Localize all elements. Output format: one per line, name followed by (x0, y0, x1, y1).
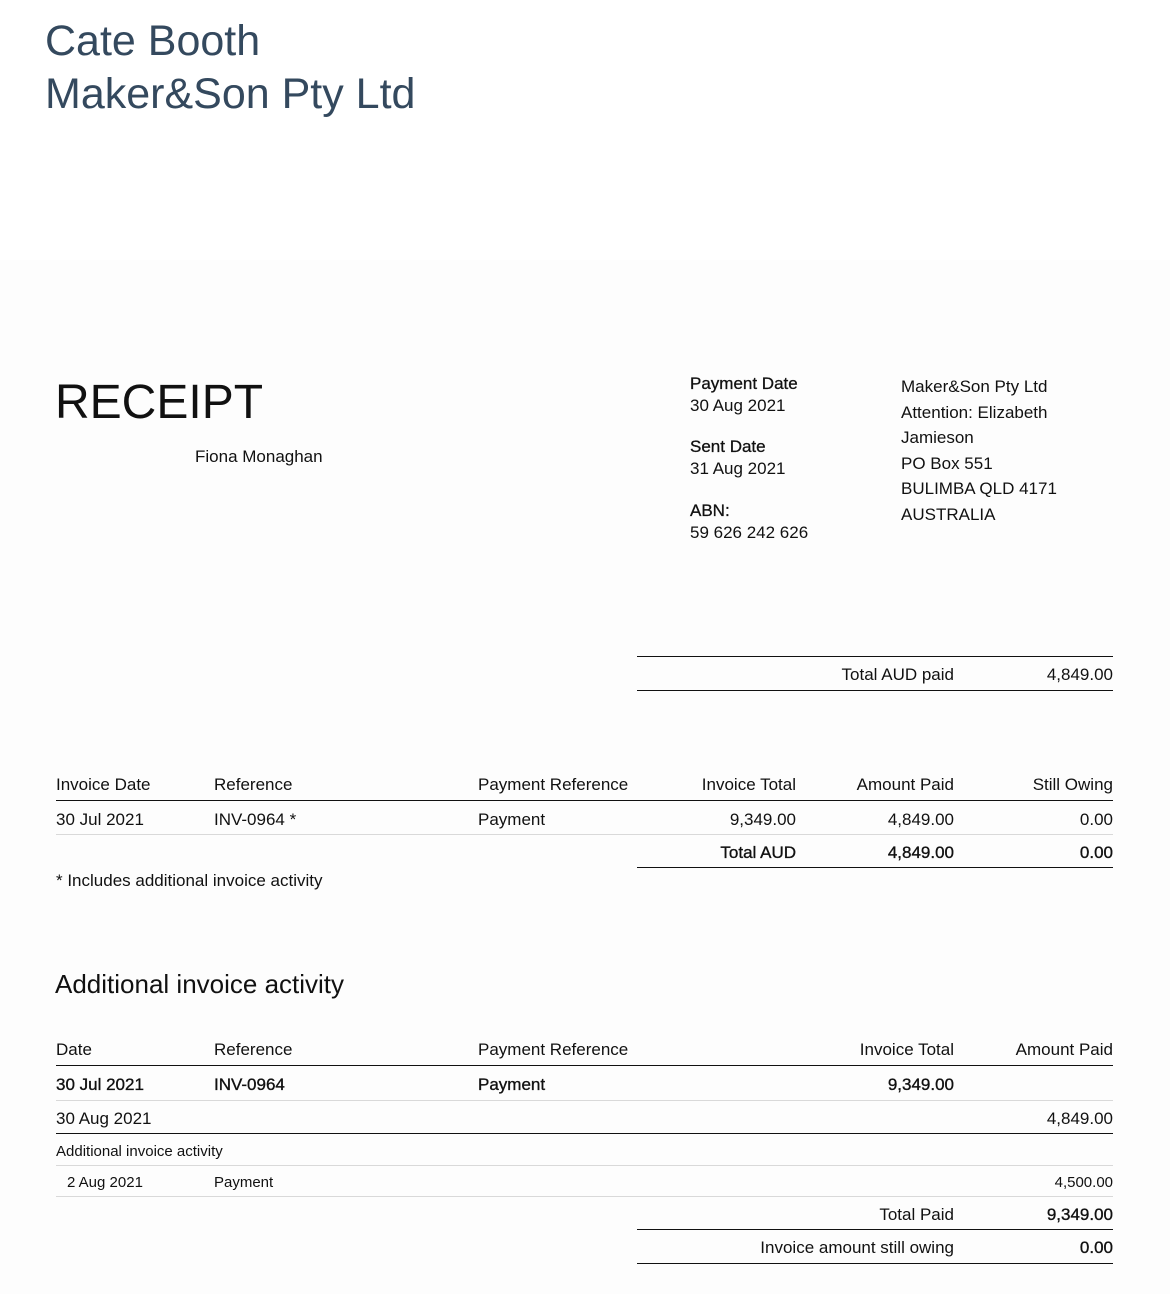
header-company-name: Maker&Son Pty Ltd (45, 70, 416, 118)
address-line: AUSTRALIA (901, 504, 996, 524)
address-line: Maker&Son Pty Ltd (901, 377, 1048, 396)
address-line: BULIMBA QLD 4171 (901, 479, 1057, 498)
address-line: Attention: Elizabeth Jamieson (901, 402, 1048, 447)
still-owing: 0.00 (1079, 810, 1113, 829)
activity-invoice-date: 30 Jul 2021 (56, 1075, 144, 1094)
sent-date-label: Sent Date (690, 437, 766, 456)
abn-value: 59 626 242 626 (690, 523, 809, 542)
col-still-owing: Still Owing (1032, 775, 1113, 794)
col-reference: Reference (214, 1040, 293, 1059)
activity-payment-reference: Payment (478, 1075, 546, 1094)
divider (637, 1263, 1113, 1264)
payment-date-block (690, 373, 798, 417)
divider (56, 1100, 1113, 1101)
sub-payment-date: 2 Aug 2021 (67, 1174, 143, 1191)
col-amount-paid: Amount Paid (1015, 1040, 1113, 1059)
divider (56, 834, 1113, 835)
total-paid-label: Total AUD paid (841, 665, 954, 684)
total-paid-value: 9,349.00 (1046, 1205, 1113, 1224)
divider (56, 800, 1113, 801)
abn-block (690, 500, 808, 544)
total-paid-summary (637, 656, 1113, 691)
total-aud-label: Total AUD (720, 843, 796, 862)
col-payment-reference: Payment Reference (478, 775, 629, 794)
divider (637, 867, 1113, 868)
col-invoice-total: Invoice Total (701, 775, 796, 794)
invoice-total: 9,349.00 (729, 810, 796, 829)
total-still-owing: 0.00 (1079, 843, 1113, 862)
sub-amount-paid: 4,500.00 (1054, 1174, 1113, 1191)
col-payment-reference: Payment Reference (478, 1040, 629, 1059)
col-reference: Reference (214, 775, 293, 794)
activity-amount-paid: 4,849.00 (1046, 1109, 1113, 1128)
receipt-title: RECEIPT (55, 376, 264, 429)
total-amount-paid: 4,849.00 (887, 843, 954, 862)
activity-heading: Additional invoice activity (55, 969, 345, 999)
divider (56, 1165, 1113, 1166)
payment-date-value: 30 Aug 2021 (690, 396, 786, 415)
amount-paid: 4,849.00 (887, 810, 954, 829)
invoice-date: 30 Jul 2021 (56, 810, 144, 829)
activity-invoice-reference: INV-0964 (214, 1075, 285, 1094)
invoice-reference: INV-0964 * (214, 810, 297, 829)
total-paid-value: 4,849.00 (1046, 665, 1113, 684)
col-amount-paid: Amount Paid (856, 775, 954, 794)
still-owing-value: 0.00 (1079, 1238, 1113, 1257)
divider (637, 1229, 1113, 1230)
activity-subheading: Additional invoice activity (56, 1143, 223, 1160)
divider (56, 1065, 1113, 1066)
header-person-name: Cate Booth (45, 17, 261, 65)
sub-payment-reference: Payment (214, 1174, 274, 1191)
col-date: Date (56, 1040, 92, 1059)
header-band (0, 0, 1170, 260)
total-paid-label: Total Paid (879, 1205, 954, 1224)
col-invoice-total: Invoice Total (859, 1040, 954, 1059)
divider (56, 1196, 1113, 1197)
sent-date-value: 31 Aug 2021 (690, 459, 786, 478)
footnote: * Includes additional invoice activity (56, 871, 323, 890)
sent-date-block (690, 436, 785, 480)
activity-invoice-total: 9,349.00 (887, 1075, 954, 1094)
billing-address (901, 374, 1091, 527)
col-invoice-date: Invoice Date (56, 775, 151, 794)
abn-label: ABN: (690, 501, 730, 520)
address-line: PO Box 551 (901, 453, 993, 473)
activity-payment-date: 30 Aug 2021 (56, 1109, 152, 1128)
still-owing-label: Invoice amount still owing (760, 1238, 954, 1257)
payment-reference: Payment (478, 810, 546, 829)
customer-name: Fiona Monaghan (195, 447, 323, 466)
payment-date-label: Payment Date (690, 374, 798, 393)
divider (56, 1133, 1113, 1134)
